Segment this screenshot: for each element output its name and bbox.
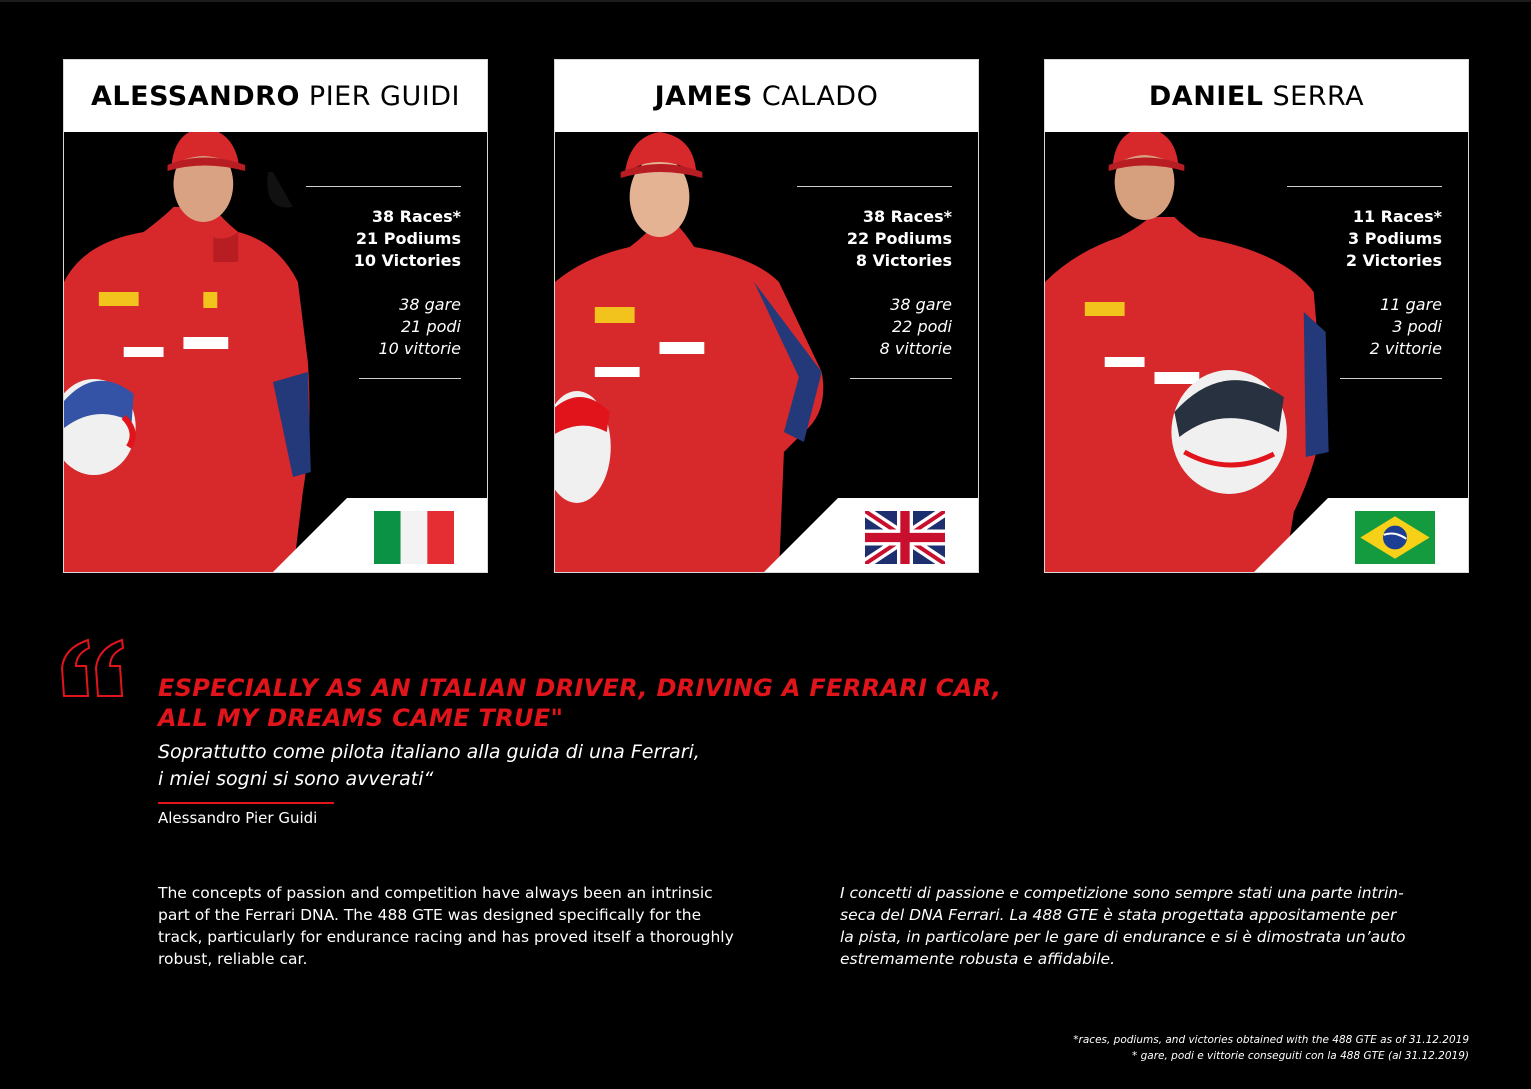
stats-divider xyxy=(359,378,461,379)
quote-divider xyxy=(158,802,334,804)
stat-vittorie: 10 vittorie xyxy=(378,339,461,358)
driver-stats xyxy=(772,186,952,379)
driver-name-header xyxy=(64,60,487,132)
body-text-english xyxy=(158,882,798,970)
body-line: I concetti di passione e competizione sono sempre stati una parte intrin- xyxy=(840,884,1404,902)
stat-races: 38 Races* xyxy=(371,207,461,226)
stat-podiums: 3 Podiums xyxy=(1348,229,1442,248)
stats-divider xyxy=(850,378,952,379)
top-divider xyxy=(0,0,1531,2)
stats-divider xyxy=(797,186,952,187)
quote-english xyxy=(158,673,1058,733)
stat-gare: 38 gare xyxy=(399,295,461,314)
body-line: part of the Ferrari DNA. The 488 GTE was designed specifically for the xyxy=(158,906,702,924)
stat-podiums: 22 Podiums xyxy=(846,229,952,248)
driver-stats xyxy=(1262,186,1442,379)
body-line: The concepts of passion and competition have always been an intrinsic xyxy=(158,884,713,902)
stats-divider xyxy=(1287,186,1442,187)
flag-corner xyxy=(273,498,487,572)
stat-vittorie: 2 vittorie xyxy=(1369,339,1442,358)
italy-flag xyxy=(374,511,454,564)
driver-card-serra xyxy=(1044,59,1469,573)
stat-victories: 10 Victories xyxy=(353,251,461,270)
quote-line: Soprattutto come pilota italiano alla guida di una Ferrari, xyxy=(158,741,700,763)
quote-line: i miei sogni si sono avverati“ xyxy=(158,768,434,790)
driver-first-name: DANIEL xyxy=(1148,80,1264,112)
stat-gare: 38 gare xyxy=(890,295,952,314)
stat-races: 11 Races* xyxy=(1352,207,1442,226)
body-line: estremamente robusta e affidabile. xyxy=(840,950,1115,968)
flag-corner xyxy=(764,498,978,572)
body-line: robust, reliable car. xyxy=(158,950,308,968)
quote-italian xyxy=(158,739,1058,793)
stat-victories: 2 Victories xyxy=(1345,251,1442,270)
body-text-italian xyxy=(840,882,1460,970)
stat-gare: 11 gare xyxy=(1380,295,1442,314)
quote-line: ESPECIALLY AS AN ITALIAN DRIVER, DRIVING A FERRARI CAR, xyxy=(158,674,1002,702)
body-line: seca del DNA Ferrari. La 488 GTE è stata progettata appositamente per xyxy=(840,906,1397,924)
stat-podiums: 21 Podiums xyxy=(355,229,461,248)
stat-victories: 8 Victories xyxy=(855,251,952,270)
stat-races: 38 Races* xyxy=(862,207,952,226)
stats-divider xyxy=(1340,378,1442,379)
driver-last-name: CALADO xyxy=(761,80,879,112)
driver-stats xyxy=(281,186,461,379)
driver-card-pier-guidi xyxy=(63,59,488,573)
stat-podi: 22 podi xyxy=(892,317,952,336)
driver-first-name: ALESSANDRO xyxy=(91,80,300,112)
footnote-english: *races, podiums, and victories obtained with the 488 GTE as of 31.12.2019 xyxy=(1073,1034,1469,1046)
driver-card-calado xyxy=(554,59,979,573)
driver-name-header xyxy=(555,60,978,132)
driver-first-name: JAMES xyxy=(654,80,753,112)
quote-author: Alessandro Pier Guidi xyxy=(158,809,318,827)
united-kingdom-flag xyxy=(865,511,945,564)
flag-corner xyxy=(1254,498,1468,572)
stat-podi: 21 podi xyxy=(401,317,461,336)
footnote-italian: * gare, podi e vittorie conseguiti con la 488 GTE (al 31.12.2019) xyxy=(1132,1050,1469,1062)
stats-divider xyxy=(306,186,461,187)
stat-vittorie: 8 vittorie xyxy=(879,339,952,358)
quote-line: ALL MY DREAMS CAME TRUE" xyxy=(158,704,564,732)
body-line: la pista, in particolare per le gare di endurance e si è dimostrata un’auto xyxy=(840,928,1406,946)
quotation-mark-icon xyxy=(58,638,130,698)
driver-last-name: PIER GUIDI xyxy=(308,80,460,112)
footnote xyxy=(1073,1032,1469,1064)
driver-last-name: SERRA xyxy=(1272,80,1365,112)
body-line: track, particularly for endurance racing and has proved itself a thoroughly xyxy=(158,928,734,946)
driver-name-header xyxy=(1045,60,1468,132)
stat-podi: 3 podi xyxy=(1392,317,1442,336)
brazil-flag xyxy=(1355,511,1435,564)
